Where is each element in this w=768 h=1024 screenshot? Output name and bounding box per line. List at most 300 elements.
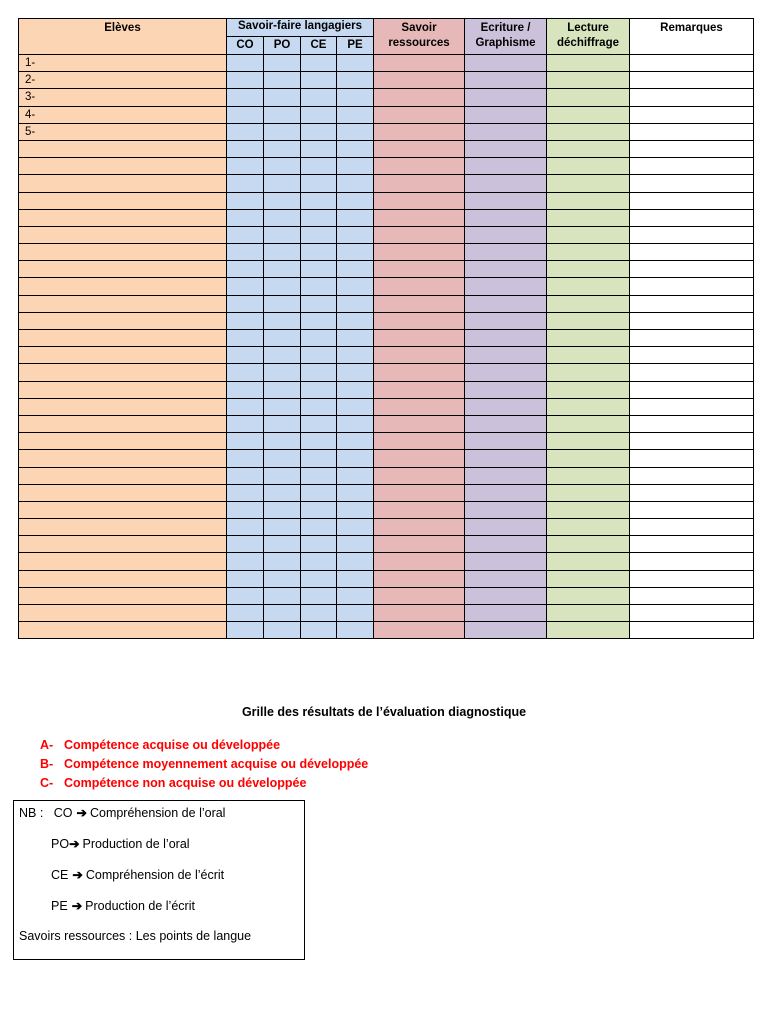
cell-ecriture[interactable] — [465, 312, 547, 329]
cell-remarques[interactable] — [630, 347, 754, 364]
cell-remarques[interactable] — [630, 501, 754, 518]
cell-pe[interactable] — [337, 519, 374, 536]
cell-co[interactable] — [227, 398, 264, 415]
cell-pe[interactable] — [337, 398, 374, 415]
cell-eleve[interactable] — [19, 209, 227, 226]
cell-po[interactable] — [264, 89, 301, 106]
cell-eleve[interactable]: 3- — [19, 89, 227, 106]
cell-ecriture[interactable] — [465, 55, 547, 72]
cell-po[interactable] — [264, 570, 301, 587]
cell-lecture[interactable] — [547, 622, 630, 639]
cell-pe[interactable] — [337, 72, 374, 89]
cell-lecture[interactable] — [547, 140, 630, 157]
cell-savoir-ressources[interactable] — [374, 587, 465, 604]
cell-lecture[interactable] — [547, 570, 630, 587]
cell-co[interactable] — [227, 330, 264, 347]
cell-savoir-ressources[interactable] — [374, 330, 465, 347]
cell-savoir-ressources[interactable] — [374, 536, 465, 553]
cell-po[interactable] — [264, 261, 301, 278]
cell-ecriture[interactable] — [465, 484, 547, 501]
cell-savoir-ressources[interactable] — [374, 553, 465, 570]
cell-ecriture[interactable] — [465, 398, 547, 415]
cell-lecture[interactable] — [547, 175, 630, 192]
cell-ecriture[interactable] — [465, 450, 547, 467]
cell-co[interactable] — [227, 622, 264, 639]
cell-po[interactable] — [264, 381, 301, 398]
cell-pe[interactable] — [337, 55, 374, 72]
cell-po[interactable] — [264, 192, 301, 209]
cell-lecture[interactable] — [547, 89, 630, 106]
cell-ce[interactable] — [301, 55, 337, 72]
cell-ecriture[interactable] — [465, 415, 547, 432]
cell-ecriture[interactable] — [465, 467, 547, 484]
cell-ecriture[interactable] — [465, 501, 547, 518]
cell-eleve[interactable] — [19, 244, 227, 261]
cell-savoir-ressources[interactable] — [374, 261, 465, 278]
cell-lecture[interactable] — [547, 501, 630, 518]
cell-savoir-ressources[interactable] — [374, 484, 465, 501]
cell-po[interactable] — [264, 484, 301, 501]
cell-ecriture[interactable] — [465, 123, 547, 140]
cell-pe[interactable] — [337, 364, 374, 381]
cell-ecriture[interactable] — [465, 364, 547, 381]
cell-eleve[interactable] — [19, 381, 227, 398]
cell-ce[interactable] — [301, 398, 337, 415]
cell-ce[interactable] — [301, 467, 337, 484]
cell-eleve[interactable] — [19, 605, 227, 622]
cell-lecture[interactable] — [547, 398, 630, 415]
cell-co[interactable] — [227, 261, 264, 278]
cell-savoir-ressources[interactable] — [374, 192, 465, 209]
cell-po[interactable] — [264, 553, 301, 570]
cell-remarques[interactable] — [630, 415, 754, 432]
cell-pe[interactable] — [337, 278, 374, 295]
cell-ecriture[interactable] — [465, 140, 547, 157]
cell-eleve[interactable] — [19, 140, 227, 157]
cell-po[interactable] — [264, 140, 301, 157]
cell-po[interactable] — [264, 433, 301, 450]
cell-po[interactable] — [264, 536, 301, 553]
cell-ce[interactable] — [301, 158, 337, 175]
cell-po[interactable] — [264, 587, 301, 604]
cell-eleve[interactable]: 2- — [19, 72, 227, 89]
cell-co[interactable] — [227, 226, 264, 243]
cell-pe[interactable] — [337, 622, 374, 639]
cell-ecriture[interactable] — [465, 381, 547, 398]
cell-remarques[interactable] — [630, 295, 754, 312]
cell-ce[interactable] — [301, 244, 337, 261]
cell-savoir-ressources[interactable] — [374, 364, 465, 381]
cell-ecriture[interactable] — [465, 226, 547, 243]
cell-co[interactable] — [227, 175, 264, 192]
cell-lecture[interactable] — [547, 519, 630, 536]
cell-eleve[interactable] — [19, 433, 227, 450]
cell-lecture[interactable] — [547, 433, 630, 450]
cell-remarques[interactable] — [630, 381, 754, 398]
cell-ce[interactable] — [301, 330, 337, 347]
cell-pe[interactable] — [337, 261, 374, 278]
cell-ce[interactable] — [301, 553, 337, 570]
cell-ce[interactable] — [301, 72, 337, 89]
cell-remarques[interactable] — [630, 278, 754, 295]
cell-remarques[interactable] — [630, 364, 754, 381]
cell-savoir-ressources[interactable] — [374, 467, 465, 484]
cell-remarques[interactable] — [630, 158, 754, 175]
cell-co[interactable] — [227, 570, 264, 587]
cell-co[interactable] — [227, 158, 264, 175]
cell-ecriture[interactable] — [465, 72, 547, 89]
cell-ce[interactable] — [301, 450, 337, 467]
cell-co[interactable] — [227, 553, 264, 570]
cell-co[interactable] — [227, 501, 264, 518]
cell-co[interactable] — [227, 433, 264, 450]
cell-co[interactable] — [227, 106, 264, 123]
cell-ce[interactable] — [301, 536, 337, 553]
cell-lecture[interactable] — [547, 55, 630, 72]
cell-lecture[interactable] — [547, 484, 630, 501]
cell-po[interactable] — [264, 347, 301, 364]
cell-savoir-ressources[interactable] — [374, 175, 465, 192]
cell-po[interactable] — [264, 226, 301, 243]
cell-eleve[interactable] — [19, 175, 227, 192]
cell-savoir-ressources[interactable] — [374, 244, 465, 261]
cell-savoir-ressources[interactable] — [374, 622, 465, 639]
cell-remarques[interactable] — [630, 261, 754, 278]
cell-ecriture[interactable] — [465, 295, 547, 312]
cell-po[interactable] — [264, 501, 301, 518]
cell-lecture[interactable] — [547, 226, 630, 243]
cell-ce[interactable] — [301, 175, 337, 192]
cell-pe[interactable] — [337, 450, 374, 467]
cell-ce[interactable] — [301, 484, 337, 501]
cell-ce[interactable] — [301, 89, 337, 106]
cell-co[interactable] — [227, 347, 264, 364]
cell-co[interactable] — [227, 72, 264, 89]
cell-pe[interactable] — [337, 587, 374, 604]
cell-lecture[interactable] — [547, 450, 630, 467]
cell-eleve[interactable] — [19, 226, 227, 243]
cell-lecture[interactable] — [547, 536, 630, 553]
cell-co[interactable] — [227, 587, 264, 604]
cell-pe[interactable] — [337, 381, 374, 398]
cell-ecriture[interactable] — [465, 433, 547, 450]
cell-eleve[interactable] — [19, 347, 227, 364]
cell-savoir-ressources[interactable] — [374, 140, 465, 157]
cell-savoir-ressources[interactable] — [374, 295, 465, 312]
cell-lecture[interactable] — [547, 553, 630, 570]
cell-ce[interactable] — [301, 106, 337, 123]
cell-co[interactable] — [227, 467, 264, 484]
cell-savoir-ressources[interactable] — [374, 106, 465, 123]
cell-ecriture[interactable] — [465, 192, 547, 209]
cell-ecriture[interactable] — [465, 553, 547, 570]
cell-savoir-ressources[interactable] — [374, 278, 465, 295]
cell-co[interactable] — [227, 415, 264, 432]
cell-ce[interactable] — [301, 622, 337, 639]
cell-eleve[interactable] — [19, 553, 227, 570]
cell-savoir-ressources[interactable] — [374, 398, 465, 415]
cell-remarques[interactable] — [630, 55, 754, 72]
cell-co[interactable] — [227, 278, 264, 295]
cell-lecture[interactable] — [547, 123, 630, 140]
cell-lecture[interactable] — [547, 415, 630, 432]
cell-co[interactable] — [227, 381, 264, 398]
cell-pe[interactable] — [337, 192, 374, 209]
cell-pe[interactable] — [337, 553, 374, 570]
cell-ce[interactable] — [301, 501, 337, 518]
cell-co[interactable] — [227, 89, 264, 106]
cell-savoir-ressources[interactable] — [374, 381, 465, 398]
cell-savoir-ressources[interactable] — [374, 123, 465, 140]
cell-ce[interactable] — [301, 570, 337, 587]
cell-pe[interactable] — [337, 605, 374, 622]
cell-remarques[interactable] — [630, 587, 754, 604]
cell-ce[interactable] — [301, 364, 337, 381]
cell-pe[interactable] — [337, 433, 374, 450]
cell-eleve[interactable] — [19, 398, 227, 415]
cell-remarques[interactable] — [630, 209, 754, 226]
cell-ecriture[interactable] — [465, 261, 547, 278]
cell-lecture[interactable] — [547, 209, 630, 226]
cell-lecture[interactable] — [547, 278, 630, 295]
cell-savoir-ressources[interactable] — [374, 89, 465, 106]
cell-po[interactable] — [264, 209, 301, 226]
cell-ce[interactable] — [301, 226, 337, 243]
cell-remarques[interactable] — [630, 484, 754, 501]
cell-po[interactable] — [264, 55, 301, 72]
cell-po[interactable] — [264, 519, 301, 536]
cell-ce[interactable] — [301, 519, 337, 536]
cell-ecriture[interactable] — [465, 175, 547, 192]
cell-eleve[interactable] — [19, 192, 227, 209]
cell-lecture[interactable] — [547, 381, 630, 398]
cell-ce[interactable] — [301, 347, 337, 364]
cell-co[interactable] — [227, 484, 264, 501]
cell-co[interactable] — [227, 192, 264, 209]
cell-remarques[interactable] — [630, 192, 754, 209]
cell-ecriture[interactable] — [465, 347, 547, 364]
cell-ce[interactable] — [301, 123, 337, 140]
cell-pe[interactable] — [337, 89, 374, 106]
cell-remarques[interactable] — [630, 605, 754, 622]
cell-ecriture[interactable] — [465, 536, 547, 553]
cell-eleve[interactable] — [19, 312, 227, 329]
cell-eleve[interactable] — [19, 622, 227, 639]
cell-remarques[interactable] — [630, 106, 754, 123]
cell-pe[interactable] — [337, 140, 374, 157]
cell-remarques[interactable] — [630, 622, 754, 639]
cell-pe[interactable] — [337, 501, 374, 518]
cell-eleve[interactable] — [19, 278, 227, 295]
cell-pe[interactable] — [337, 158, 374, 175]
cell-ce[interactable] — [301, 192, 337, 209]
cell-eleve[interactable]: 4- — [19, 106, 227, 123]
cell-ce[interactable] — [301, 415, 337, 432]
cell-eleve[interactable] — [19, 364, 227, 381]
cell-po[interactable] — [264, 106, 301, 123]
cell-remarques[interactable] — [630, 89, 754, 106]
cell-eleve[interactable] — [19, 158, 227, 175]
cell-co[interactable] — [227, 605, 264, 622]
cell-po[interactable] — [264, 415, 301, 432]
cell-po[interactable] — [264, 364, 301, 381]
cell-pe[interactable] — [337, 209, 374, 226]
cell-po[interactable] — [264, 398, 301, 415]
cell-ecriture[interactable] — [465, 519, 547, 536]
cell-remarques[interactable] — [630, 553, 754, 570]
cell-co[interactable] — [227, 295, 264, 312]
cell-pe[interactable] — [337, 312, 374, 329]
cell-savoir-ressources[interactable] — [374, 433, 465, 450]
cell-ecriture[interactable] — [465, 209, 547, 226]
cell-po[interactable] — [264, 450, 301, 467]
cell-co[interactable] — [227, 450, 264, 467]
cell-po[interactable] — [264, 330, 301, 347]
cell-remarques[interactable] — [630, 72, 754, 89]
cell-savoir-ressources[interactable] — [374, 570, 465, 587]
cell-po[interactable] — [264, 72, 301, 89]
cell-po[interactable] — [264, 175, 301, 192]
cell-co[interactable] — [227, 140, 264, 157]
cell-remarques[interactable] — [630, 433, 754, 450]
cell-lecture[interactable] — [547, 192, 630, 209]
cell-remarques[interactable] — [630, 244, 754, 261]
cell-ce[interactable] — [301, 209, 337, 226]
cell-co[interactable] — [227, 536, 264, 553]
cell-eleve[interactable] — [19, 450, 227, 467]
cell-ce[interactable] — [301, 278, 337, 295]
cell-ecriture[interactable] — [465, 244, 547, 261]
cell-eleve[interactable] — [19, 536, 227, 553]
cell-pe[interactable] — [337, 570, 374, 587]
cell-savoir-ressources[interactable] — [374, 605, 465, 622]
cell-pe[interactable] — [337, 467, 374, 484]
cell-lecture[interactable] — [547, 261, 630, 278]
cell-ecriture[interactable] — [465, 106, 547, 123]
cell-pe[interactable] — [337, 295, 374, 312]
cell-po[interactable] — [264, 312, 301, 329]
cell-lecture[interactable] — [547, 587, 630, 604]
cell-savoir-ressources[interactable] — [374, 519, 465, 536]
cell-savoir-ressources[interactable] — [374, 312, 465, 329]
cell-co[interactable] — [227, 312, 264, 329]
cell-savoir-ressources[interactable] — [374, 501, 465, 518]
cell-eleve[interactable]: 5- — [19, 123, 227, 140]
cell-ecriture[interactable] — [465, 278, 547, 295]
cell-po[interactable] — [264, 467, 301, 484]
cell-eleve[interactable] — [19, 484, 227, 501]
cell-ce[interactable] — [301, 261, 337, 278]
cell-ce[interactable] — [301, 140, 337, 157]
cell-lecture[interactable] — [547, 347, 630, 364]
cell-co[interactable] — [227, 55, 264, 72]
cell-eleve[interactable] — [19, 415, 227, 432]
cell-lecture[interactable] — [547, 244, 630, 261]
cell-savoir-ressources[interactable] — [374, 347, 465, 364]
cell-po[interactable] — [264, 295, 301, 312]
cell-pe[interactable] — [337, 347, 374, 364]
cell-remarques[interactable] — [630, 450, 754, 467]
cell-po[interactable] — [264, 123, 301, 140]
cell-co[interactable] — [227, 209, 264, 226]
cell-ce[interactable] — [301, 295, 337, 312]
cell-remarques[interactable] — [630, 226, 754, 243]
cell-ecriture[interactable] — [465, 158, 547, 175]
cell-remarques[interactable] — [630, 519, 754, 536]
cell-remarques[interactable] — [630, 467, 754, 484]
cell-ecriture[interactable] — [465, 570, 547, 587]
cell-ecriture[interactable] — [465, 622, 547, 639]
cell-remarques[interactable] — [630, 398, 754, 415]
cell-co[interactable] — [227, 519, 264, 536]
cell-pe[interactable] — [337, 123, 374, 140]
cell-ecriture[interactable] — [465, 605, 547, 622]
cell-lecture[interactable] — [547, 364, 630, 381]
cell-ce[interactable] — [301, 587, 337, 604]
cell-ce[interactable] — [301, 605, 337, 622]
cell-remarques[interactable] — [630, 330, 754, 347]
cell-pe[interactable] — [337, 244, 374, 261]
cell-eleve[interactable] — [19, 330, 227, 347]
cell-remarques[interactable] — [630, 123, 754, 140]
cell-savoir-ressources[interactable] — [374, 158, 465, 175]
cell-lecture[interactable] — [547, 605, 630, 622]
cell-ecriture[interactable] — [465, 587, 547, 604]
cell-eleve[interactable] — [19, 467, 227, 484]
cell-savoir-ressources[interactable] — [374, 72, 465, 89]
cell-ecriture[interactable] — [465, 89, 547, 106]
cell-eleve[interactable] — [19, 519, 227, 536]
cell-pe[interactable] — [337, 484, 374, 501]
cell-remarques[interactable] — [630, 570, 754, 587]
cell-co[interactable] — [227, 123, 264, 140]
cell-eleve[interactable] — [19, 501, 227, 518]
cell-remarques[interactable] — [630, 175, 754, 192]
cell-lecture[interactable] — [547, 106, 630, 123]
cell-co[interactable] — [227, 364, 264, 381]
cell-po[interactable] — [264, 605, 301, 622]
cell-lecture[interactable] — [547, 330, 630, 347]
cell-savoir-ressources[interactable] — [374, 209, 465, 226]
cell-eleve[interactable]: 1- — [19, 55, 227, 72]
cell-ce[interactable] — [301, 433, 337, 450]
cell-po[interactable] — [264, 244, 301, 261]
cell-eleve[interactable] — [19, 295, 227, 312]
cell-remarques[interactable] — [630, 312, 754, 329]
cell-lecture[interactable] — [547, 158, 630, 175]
cell-eleve[interactable] — [19, 587, 227, 604]
cell-remarques[interactable] — [630, 140, 754, 157]
cell-po[interactable] — [264, 158, 301, 175]
cell-savoir-ressources[interactable] — [374, 450, 465, 467]
cell-remarques[interactable] — [630, 536, 754, 553]
cell-savoir-ressources[interactable] — [374, 415, 465, 432]
cell-po[interactable] — [264, 622, 301, 639]
cell-lecture[interactable] — [547, 467, 630, 484]
cell-lecture[interactable] — [547, 72, 630, 89]
cell-pe[interactable] — [337, 415, 374, 432]
cell-pe[interactable] — [337, 330, 374, 347]
cell-po[interactable] — [264, 278, 301, 295]
cell-savoir-ressources[interactable] — [374, 226, 465, 243]
cell-ce[interactable] — [301, 312, 337, 329]
cell-pe[interactable] — [337, 226, 374, 243]
cell-lecture[interactable] — [547, 295, 630, 312]
cell-pe[interactable] — [337, 106, 374, 123]
cell-pe[interactable] — [337, 536, 374, 553]
cell-co[interactable] — [227, 244, 264, 261]
cell-pe[interactable] — [337, 175, 374, 192]
